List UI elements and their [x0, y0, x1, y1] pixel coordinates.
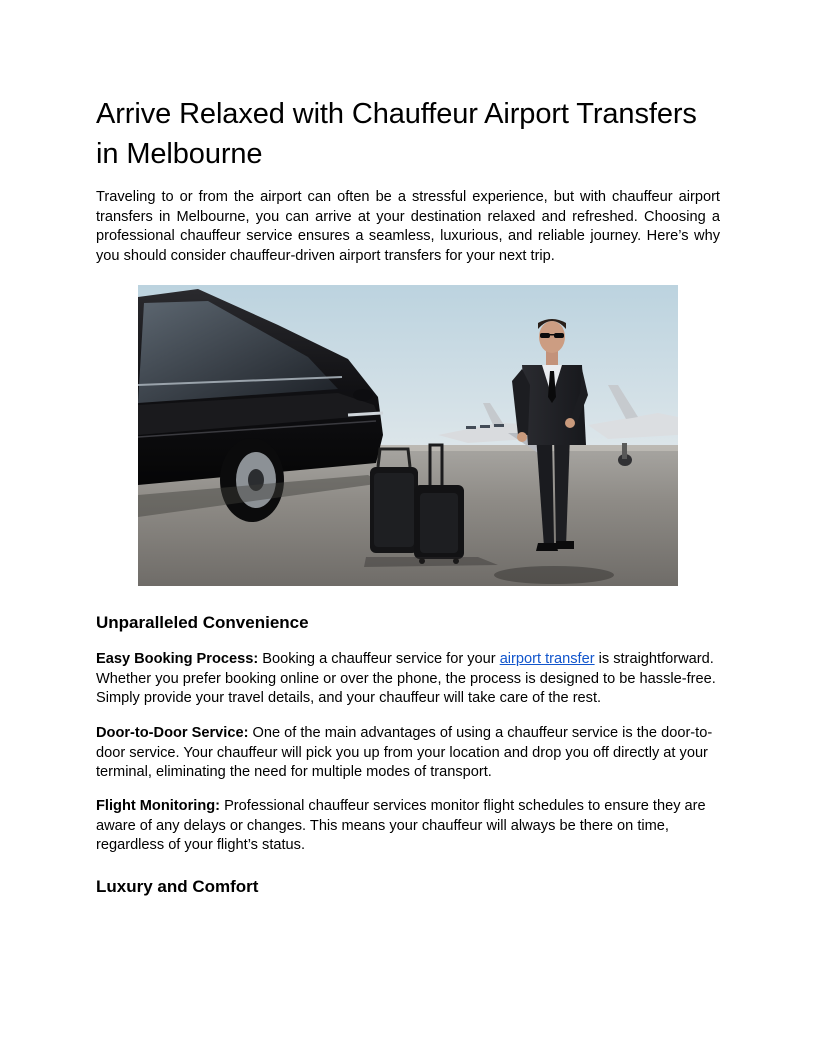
- paragraph-label: Door-to-Door Service:: [96, 725, 249, 741]
- section-heading-convenience: Unparalleled Convenience: [96, 613, 309, 632]
- page-title: Arrive Relaxed with Chauffeur Airport Transfers in Melbourne: [96, 98, 697, 170]
- paragraph-label: Easy Booking Process:: [96, 651, 259, 667]
- hero-image-chauffeur-airport: [138, 285, 678, 586]
- paragraph-door-to-door: [96, 724, 720, 783]
- intro-paragraph: Traveling to or from the airport can often be a stressful experience, but with chauffeur airport transfers in Melbourne, you can arrive at your destination relaxed and refreshed. Choosing a professional chauffeur service ensures a seamless, luxurious, and reliable journey. Here’s why you should consider chauffeur-driven airport transfers for your next trip.: [96, 189, 720, 264]
- paragraph-easy-booking: [96, 650, 720, 709]
- paragraph-flight-monitoring: [96, 797, 720, 856]
- document-page: [96, 94, 720, 896]
- airport-transfer-link[interactable]: airport transfer: [499, 651, 595, 667]
- paragraph-label: Flight Monitoring:: [96, 798, 221, 814]
- paragraph-text: Professional chauffeur services monitor flight schedules to ensure they are aware of any delays or changes. This means your chauffeur will always be there on time, regardless of your flight’s status.: [96, 798, 706, 853]
- paragraph-text: is straightforward. Whether you prefer booking online or over the phone, the process is designed to be hassle-free. Simply provide your travel details, and your chauffeur will take care of the rest.: [96, 651, 716, 706]
- section-heading-luxury: Luxury and Comfort: [96, 877, 259, 896]
- paragraph-text: One of the main advantages of using a chauffeur service is the door-to-door service. Your chauffeur will pick you up from your location and drop you off directly at your terminal, eliminating the need for multiple modes of transport.: [96, 725, 713, 780]
- paragraph-text: Booking a chauffeur service for your: [258, 651, 500, 667]
